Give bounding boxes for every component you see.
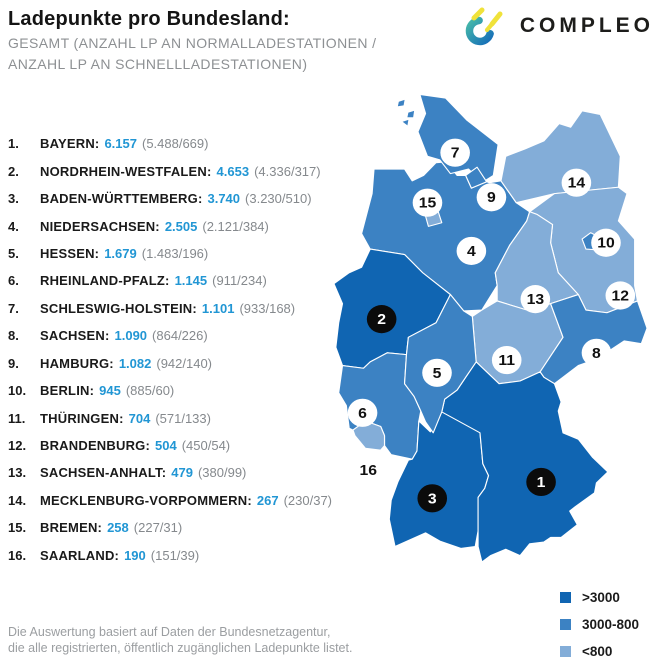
- total-value: 1.090: [114, 328, 148, 344]
- normal-fast-split: (151/39): [150, 547, 200, 563]
- source-note-line-1: Die Auswertung basiert auf Daten der Bundesnetzagentur,: [8, 625, 331, 639]
- ranking-row: [8, 130, 338, 157]
- rank-number: 11.: [8, 410, 26, 426]
- rank-number: 12.: [8, 438, 27, 454]
- normal-fast-split: (571/133): [155, 410, 211, 426]
- legend-label: 3000-800: [582, 617, 640, 632]
- state-name: BREMEN:: [40, 520, 103, 536]
- state-ranking-list: [8, 130, 338, 569]
- island-shape: [407, 111, 414, 117]
- normal-fast-split: (2.121/384): [202, 218, 269, 234]
- state-name: MECKLENBURG-VORPOMMERN:: [40, 492, 252, 508]
- total-value: 190: [124, 547, 146, 563]
- island-shape: [403, 120, 409, 125]
- marker-number-ni: 4: [467, 243, 476, 260]
- normal-fast-split: (380/99): [197, 465, 247, 481]
- legend-row: [560, 584, 639, 611]
- state-name: HESSEN:: [40, 245, 100, 261]
- rank-number: 9.: [8, 355, 19, 371]
- total-value: 504: [155, 438, 177, 454]
- ranking-row: [8, 404, 338, 431]
- ranking-row: [8, 212, 338, 239]
- marker-number-sh: 7: [450, 144, 460, 162]
- rank-number: 15.: [8, 520, 27, 536]
- total-value: 479: [171, 465, 193, 481]
- rank-number: 5.: [8, 245, 19, 261]
- subtitle-line-1: GESAMT (ANZAHL LP AN NORMALLADESTATIONEN /: [8, 35, 377, 51]
- state-name: BAYERN:: [40, 136, 100, 152]
- marker-number-be: 10: [597, 235, 615, 252]
- ranking-row: [8, 157, 338, 184]
- state-name: SACHSEN:: [40, 328, 110, 344]
- normal-fast-split: (864/226): [152, 328, 208, 344]
- rank-number: 14.: [8, 492, 27, 508]
- total-value: 1.145: [174, 273, 208, 289]
- page-subtitle: [8, 33, 376, 75]
- ranking-row: [8, 459, 338, 486]
- rank-number: 8.: [8, 328, 19, 344]
- rank-number: 13.: [8, 465, 27, 481]
- normal-fast-split: (1.483/196): [141, 245, 209, 261]
- page-title: Ladepunkte pro Bundesland:: [8, 8, 290, 30]
- state-name: SCHLESWIG-HOLSTEIN:: [40, 300, 197, 316]
- ranking-row: [8, 185, 338, 212]
- subtitle-line-2: ANZAHL LP AN SCHNELLLADESTATIONEN): [8, 56, 308, 72]
- ranking-row: [8, 377, 338, 404]
- compleo-wordmark: COMPLEO: [519, 14, 654, 37]
- total-value: 258: [107, 520, 129, 536]
- normal-fast-split: (230/37): [283, 492, 332, 508]
- total-value: 6.157: [104, 136, 137, 152]
- normal-fast-split: (911/234): [212, 273, 267, 289]
- normal-fast-split: (3.230/510): [245, 191, 312, 207]
- normal-fast-split: (450/54): [181, 438, 231, 454]
- normal-fast-split: (885/60): [125, 383, 175, 399]
- marker-number-mv: 14: [567, 175, 586, 192]
- state-name: BRANDENBURG:: [40, 438, 151, 454]
- ranking-row: [8, 322, 338, 349]
- marker-number-bb: 12: [611, 287, 630, 305]
- source-note: [8, 624, 352, 656]
- state-name: HAMBURG:: [40, 355, 114, 371]
- legend-label: >3000: [582, 590, 620, 605]
- total-value: 3.740: [207, 191, 241, 207]
- normal-fast-split: (942/140): [156, 355, 213, 371]
- marker-number-rp: 6: [358, 405, 367, 422]
- ranking-row: [8, 267, 338, 294]
- rank-number: 3.: [8, 191, 19, 207]
- ranking-row: [8, 240, 338, 267]
- marker-number-nw: 2: [377, 311, 387, 329]
- state-name: THÜRINGEN:: [40, 410, 124, 426]
- total-value: 1.101: [201, 300, 235, 316]
- total-value: 1.679: [104, 245, 137, 261]
- marker-number-hb: 15: [418, 195, 437, 212]
- ranking-row: [8, 514, 338, 541]
- rank-number: 10.: [8, 383, 27, 399]
- total-value: 704: [128, 410, 151, 426]
- state-name: SACHSEN-ANHALT:: [40, 465, 167, 481]
- state-name: BERLIN:: [40, 383, 95, 399]
- source-note-line-2: die alle registrierten, öffentlich zugänglichen Ladepunkte listet.: [8, 641, 353, 655]
- normal-fast-split: (227/31): [133, 520, 183, 536]
- legend-row: [560, 611, 639, 638]
- state-name: RHEINLAND-PFALZ:: [40, 273, 170, 289]
- marker-number-th: 11: [498, 352, 516, 369]
- ranking-row: [8, 487, 338, 514]
- compleo-logo: [465, 6, 654, 46]
- normal-fast-split: (4.336/317): [254, 163, 321, 179]
- marker-number-bw: 3: [427, 490, 437, 508]
- island-shape: [398, 100, 405, 106]
- total-value: 1.082: [118, 355, 152, 371]
- rank-number: 6.: [8, 273, 19, 289]
- legend-swatch: [560, 646, 571, 657]
- normal-fast-split: (5.488/669): [141, 136, 209, 152]
- rank-number: 1.: [8, 136, 19, 152]
- legend-label: <800: [582, 644, 613, 659]
- legend-row: [560, 638, 639, 665]
- total-value: 267: [256, 492, 279, 508]
- compleo-logo-icon: [465, 6, 513, 46]
- legend-swatch: [560, 619, 571, 630]
- ranking-row: [8, 350, 338, 377]
- map-legend: [560, 584, 639, 665]
- marker-number-hh: 9: [487, 189, 496, 207]
- state-name: SAARLAND:: [40, 547, 120, 563]
- germany-choropleth-map: [332, 89, 648, 562]
- total-value: 945: [99, 383, 121, 399]
- rank-number: 7.: [8, 300, 19, 316]
- marker-number-st: 13: [526, 291, 545, 309]
- state-name: BADEN-WÜRTTEMBERG:: [40, 191, 203, 207]
- state-name: NORDRHEIN-WESTFALEN:: [40, 163, 212, 179]
- ranking-row: [8, 542, 338, 569]
- normal-fast-split: (933/168): [239, 300, 296, 316]
- state-name: NIEDERSACHSEN:: [40, 218, 160, 234]
- rank-number: 2.: [8, 163, 19, 179]
- marker-number-sn: 8: [592, 345, 601, 362]
- ranking-row: [8, 295, 338, 322]
- marker-number-sl: 16: [359, 462, 378, 480]
- total-value: 4.653: [216, 163, 250, 179]
- rank-number: 4.: [8, 218, 19, 234]
- total-value: 2.505: [164, 218, 198, 234]
- marker-number-he: 5: [432, 365, 442, 382]
- marker-number-by: 1: [536, 474, 546, 491]
- rank-number: 16.: [8, 547, 27, 563]
- ranking-row: [8, 432, 338, 459]
- legend-swatch: [560, 592, 571, 603]
